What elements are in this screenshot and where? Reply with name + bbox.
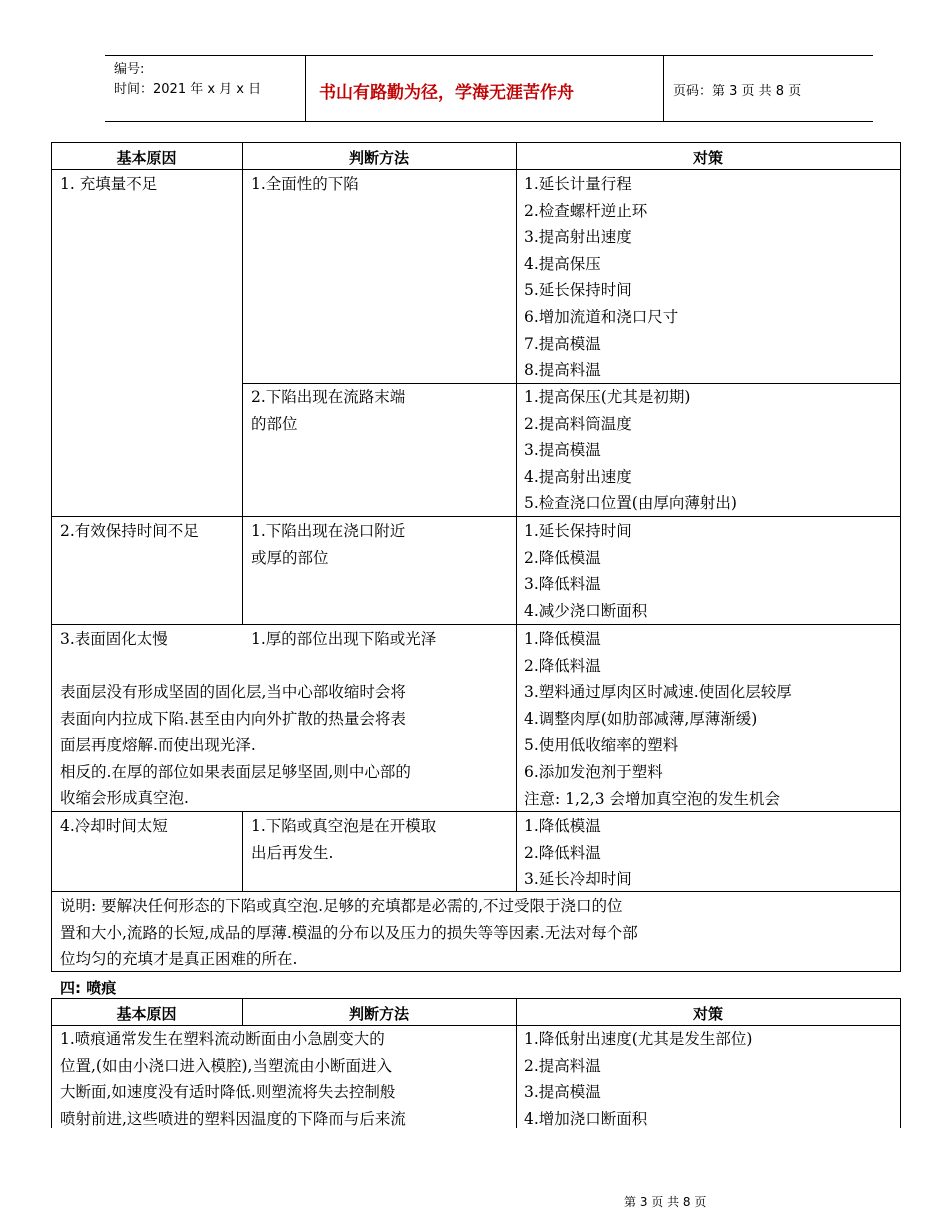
cause-cell: 3.表面固化太慢 bbox=[60, 630, 168, 648]
header-bottom-rule bbox=[105, 121, 873, 122]
method-cell: 1.厚的部位出现下陷或光泽 bbox=[251, 630, 437, 648]
cause-cell: 2.有效保持时间不足 bbox=[60, 522, 199, 540]
col-header-method: 判断方法 bbox=[348, 149, 409, 167]
method-cell: 1.下陷出现在浇口附近 或厚的部位 bbox=[251, 522, 406, 567]
explanation-text: 表面层没有形成坚固的固化层,当中心部收缩时会将 表面向内拉成下陷.甚至由内向外扩散的热量会将表 面层再度熔解.而使出现光泽. 相反的.在厚的部位如果表面层足够坚固,则中心部的 收缩会形成真空泡. bbox=[60, 683, 411, 808]
cause-cell: 4.冷却时间太短 bbox=[60, 817, 168, 835]
col-header-cause: 基本原因 bbox=[116, 149, 177, 167]
col-header-action: 对策 bbox=[692, 149, 723, 167]
cause-cell: 1.喷痕通常发生在塑料流动断面由小急剧变大的 位置,(如由小浇口进入模腔),当塑流由小断面进入 大断面,如速度没有适时降低.则塑流将失去控制般 喷射前进,这些喷进的塑料因温度的下降而与后来流 bbox=[60, 1030, 406, 1128]
col-header-cause: 基本原因 bbox=[116, 1005, 177, 1023]
action-cell: 1.降低模温 2.降低料温 3.塑料通过厚肉区时减速.使固化层较厚 4.调整肉厚(如肋部减薄,厚薄渐缓) 5.使用低收缩率的塑料 6.添加发泡剂于塑料 注意: 1,2,3 会增加真空泡的发生机会 bbox=[524, 630, 792, 808]
method-cell: 1.全面性的下陷 bbox=[251, 175, 359, 193]
page-label: 页码：第 3 页 共 8 页 bbox=[673, 84, 802, 99]
col-header-method: 判断方法 bbox=[348, 1005, 409, 1023]
method-cell: 2.下陷出现在流路末端 的部位 bbox=[251, 388, 406, 433]
method-cell: 1.下陷或真空泡是在开模取 出后再发生. bbox=[251, 817, 437, 862]
header-divider bbox=[305, 55, 306, 121]
header-divider bbox=[663, 55, 664, 121]
header-top-rule bbox=[105, 55, 873, 56]
motto: 书山有路勤为径，学海无涯苦作舟 bbox=[319, 83, 574, 103]
action-cell: 1.延长保持时间 2.降低模温 3.降低料温 4.减少浇口断面积 bbox=[524, 522, 648, 620]
action-cell: 1.降低模温 2.降低料温 3.延长冷却时间 bbox=[524, 817, 632, 889]
action-cell: 1.延长计量行程 2.检查螺杆逆止环 3.提高射出速度 4.提高保压 5.延长保持时间 6.增加流道和浇口尺寸 7.提高模温 8.提高料温 bbox=[524, 175, 679, 380]
action-cell: 1.降低射出速度(尤其是发生部位) 2.提高料温 3.提高模温 4.增加浇口断面积 bbox=[524, 1030, 753, 1128]
note-text: 说明: 要解决任何形态的下陷或真空泡.足够的充填都是必需的,不过受限于浇口的位 置和大小,流路的长短,成品的厚薄.模温的分布以及压力的损失等等因素.无法对每个部 位均匀的充填才是真正困难的所在. bbox=[60, 897, 638, 969]
page-footer: 第 3 页 共 8 页 bbox=[624, 1195, 707, 1209]
cause-cell: 1. 充填量不足 bbox=[60, 175, 158, 193]
col-header-action: 对策 bbox=[692, 1005, 723, 1023]
action-cell: 1.提高保压(尤其是初期) 2.提高料筒温度 3.提高模温 4.提高射出速度 5.检查浇口位置(由厚向薄射出) bbox=[524, 388, 737, 513]
time-label: 时间：2021 年 x 月 x 日 bbox=[114, 82, 262, 97]
serial-label: 编号: bbox=[114, 62, 145, 77]
section-title: 四: 喷痕 bbox=[60, 979, 117, 997]
